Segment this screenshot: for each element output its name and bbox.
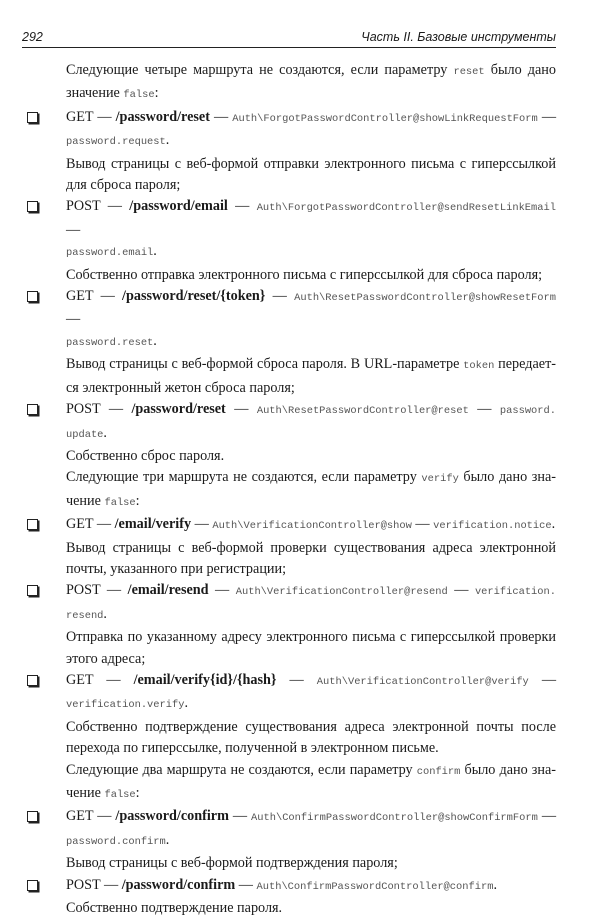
text-run: . [493, 876, 497, 893]
text-line [66, 717, 556, 738]
route-path: /password/confirm [115, 808, 229, 825]
text-run: Собственно подтверждение пароля. [66, 900, 283, 917]
code-text: token [463, 360, 495, 373]
text-run: GET — [66, 516, 115, 533]
running-header [22, 28, 556, 48]
code-text: Auth\VerificationController@verify [316, 675, 529, 688]
text-run: — [537, 108, 556, 125]
code-text: Auth\ConfirmPasswordController@confirm [256, 880, 494, 893]
paragraph [66, 760, 556, 807]
text-run: Следующие три маршрута не создаются, если параметру [66, 469, 422, 486]
text-run: . [153, 243, 157, 260]
checkbox-bullet-icon [27, 811, 38, 822]
text-line [66, 196, 556, 241]
code-text: reset [453, 66, 485, 78]
text-run: передает- [494, 356, 556, 373]
text-run: чение [66, 785, 105, 801]
text-line [66, 604, 556, 627]
text-run: POST — [66, 198, 130, 215]
code-text: confirm [416, 765, 461, 778]
text-run: Вывод страницы с веб-формой сброса пароля. В URL-параметре [66, 356, 464, 373]
text-run: . [103, 424, 107, 441]
route-path: /email/resend [127, 582, 209, 599]
text-line [66, 738, 556, 759]
text-line [66, 154, 556, 175]
text-line [66, 580, 556, 603]
paragraph [66, 627, 556, 670]
code-text: false [123, 89, 155, 102]
text-run: Следующие четыре маршрута не создаются, если параметру [66, 62, 454, 78]
code-text: Auth\ResetPasswordController@reset [256, 405, 469, 418]
code-text: false [104, 789, 136, 801]
paragraph [66, 154, 556, 197]
code-text: resend [66, 609, 104, 622]
text-run: GET — [66, 671, 134, 688]
checkbox-bullet-icon [27, 880, 38, 891]
text-run: почты, указанного при регистрации; [66, 560, 287, 577]
text-run: — [528, 671, 557, 688]
text-line [66, 670, 556, 693]
paragraph [66, 538, 556, 581]
text-line [66, 354, 556, 377]
text-line [66, 693, 556, 716]
text-run: — [447, 582, 475, 599]
code-text: update [66, 428, 104, 441]
paragraph [66, 265, 556, 286]
route-path: /password/confirm [121, 876, 236, 893]
code-text: Auth\VerificationController@resend [235, 586, 448, 599]
paragraph [66, 717, 556, 760]
paragraph [66, 467, 556, 514]
text-run: было дано зна- [458, 469, 556, 486]
text-run: значение [66, 85, 124, 102]
route-list-item [66, 514, 556, 537]
text-run: — [468, 401, 500, 418]
checkbox-bullet-icon [27, 585, 38, 596]
chapter-title: Часть II. Базовые инструменты [361, 30, 556, 44]
code-text: verification.verify [66, 699, 185, 712]
text-run: Собственно отправка электронного письма с гиперссылкой для сброса пароля; [66, 266, 543, 283]
text-run: — [66, 221, 81, 238]
checkbox-bullet-icon [27, 675, 38, 686]
checkbox-bullet-icon [27, 201, 38, 212]
route-list-item [66, 806, 556, 853]
route-list-item [66, 670, 556, 717]
text-run: : [135, 785, 140, 801]
checkbox-bullet-icon [27, 404, 38, 415]
code-text: Auth\VerificationController@show [212, 520, 412, 533]
text-run: : [154, 85, 159, 102]
text-run: Следующие два маршрута не создаются, если параметру [66, 761, 417, 778]
route-path: /password/reset [115, 108, 210, 125]
text-run: . [165, 831, 170, 848]
page-body [66, 60, 556, 919]
code-text: Auth\ForgotPasswordController@sendResetLinkEmail [256, 202, 556, 215]
text-line [66, 130, 556, 153]
route-list-item [66, 196, 556, 264]
text-run: POST — [66, 582, 128, 599]
code-text: password.confirm [66, 835, 166, 848]
text-run: — [228, 808, 252, 825]
text-line [66, 60, 556, 83]
text-line [66, 378, 556, 399]
text-line [66, 783, 556, 806]
text-run: — [537, 808, 556, 825]
code-text: false [104, 496, 136, 509]
code-text: Auth\ConfirmPasswordController@showConfirmForm [251, 812, 538, 825]
text-run: Отправка по указанному адресу электронного письма с гиперссылкой проверки [66, 629, 556, 646]
text-line [66, 898, 556, 919]
text-run: Вывод страницы с веб-формой отправки электронного письма с гиперссылкой [66, 155, 556, 172]
text-line [66, 241, 556, 264]
text-line [66, 760, 556, 783]
code-text: password. [499, 405, 556, 418]
text-line [66, 514, 556, 537]
code-text: password.email [66, 247, 154, 260]
text-line [66, 491, 556, 514]
text-run: — [411, 516, 434, 533]
code-text: verification.notice [433, 520, 552, 533]
text-line [66, 107, 556, 130]
text-run: GET — [66, 808, 116, 825]
text-line [66, 649, 556, 670]
text-line [66, 467, 556, 490]
checkbox-bullet-icon [27, 112, 38, 123]
route-path: /email/verify{id}/{hash} [133, 671, 277, 688]
paragraph [66, 354, 556, 399]
text-run: было дано [484, 62, 556, 78]
route-path: /email/verify [114, 516, 192, 533]
paragraph [66, 60, 556, 107]
text-line [66, 559, 556, 580]
code-text: verify [421, 473, 459, 486]
text-run: . [551, 516, 556, 533]
paragraph [66, 898, 556, 919]
text-line [66, 853, 556, 874]
checkbox-bullet-icon [27, 519, 38, 530]
text-line [66, 875, 556, 898]
text-run: перехода по гиперссылке, полученной в электронном письме. [66, 740, 439, 757]
page-number: 292 [22, 30, 43, 44]
text-run: было дано зна- [460, 761, 556, 778]
text-run: — [276, 671, 317, 688]
text-run: — [225, 401, 257, 418]
text-line [66, 538, 556, 559]
text-run: GET — [66, 288, 123, 305]
text-run: — [208, 582, 236, 599]
code-text: password.request [66, 136, 166, 149]
text-run: — [265, 288, 295, 305]
text-line [66, 399, 556, 422]
text-run: Вывод страницы с веб-формой подтверждения пароля; [66, 855, 398, 872]
text-run: — [235, 876, 257, 893]
text-line [66, 423, 556, 446]
text-run: POST — [66, 401, 132, 418]
text-run: . [184, 695, 189, 712]
text-line [66, 83, 556, 106]
text-run: Собственно сброс пароля. [66, 447, 225, 464]
text-line [66, 446, 556, 467]
code-text: Auth\ForgotPasswordController@showLinkRequestForm [232, 112, 538, 125]
paragraph [66, 853, 556, 874]
text-run: Собственно подтверждение существования адреса электронной почты после [66, 718, 556, 735]
text-run: — [66, 311, 81, 328]
route-list-item [66, 399, 556, 446]
text-run: GET — [66, 108, 116, 125]
text-run: POST — [66, 876, 122, 893]
route-list-item [66, 286, 556, 354]
text-run: . [103, 605, 107, 622]
text-run: этого адреса; [66, 650, 146, 667]
route-list-item [66, 875, 556, 898]
text-run: . [165, 132, 170, 149]
paragraph [66, 446, 556, 467]
text-run: — [209, 108, 233, 125]
code-text: password.reset [66, 336, 154, 349]
route-path: /password/reset [131, 401, 226, 418]
text-run: . [153, 332, 157, 349]
route-path: /password/reset/{token} [122, 288, 266, 305]
text-line [66, 331, 556, 354]
checkbox-bullet-icon [27, 291, 38, 302]
text-line [66, 627, 556, 648]
text-run: Вывод страницы с веб-формой проверки существования адреса электронной [66, 539, 556, 556]
code-text: verification. [474, 586, 556, 599]
text-line [66, 806, 556, 829]
text-line [66, 286, 556, 331]
route-path: /password/email [129, 198, 228, 215]
text-run: — [191, 516, 213, 533]
route-list-item [66, 107, 556, 154]
text-run: чение [66, 492, 105, 509]
route-list-item [66, 580, 556, 627]
text-line [66, 830, 556, 853]
text-line [66, 265, 556, 286]
text-run: для сброса пароля; [66, 177, 181, 194]
text-run: ся электронный жетон сброса пароля; [66, 379, 295, 396]
text-run: : [135, 492, 140, 509]
text-line [66, 175, 556, 196]
code-text: Auth\ResetPasswordController@showResetForm [294, 292, 556, 305]
text-run: — [227, 198, 257, 215]
